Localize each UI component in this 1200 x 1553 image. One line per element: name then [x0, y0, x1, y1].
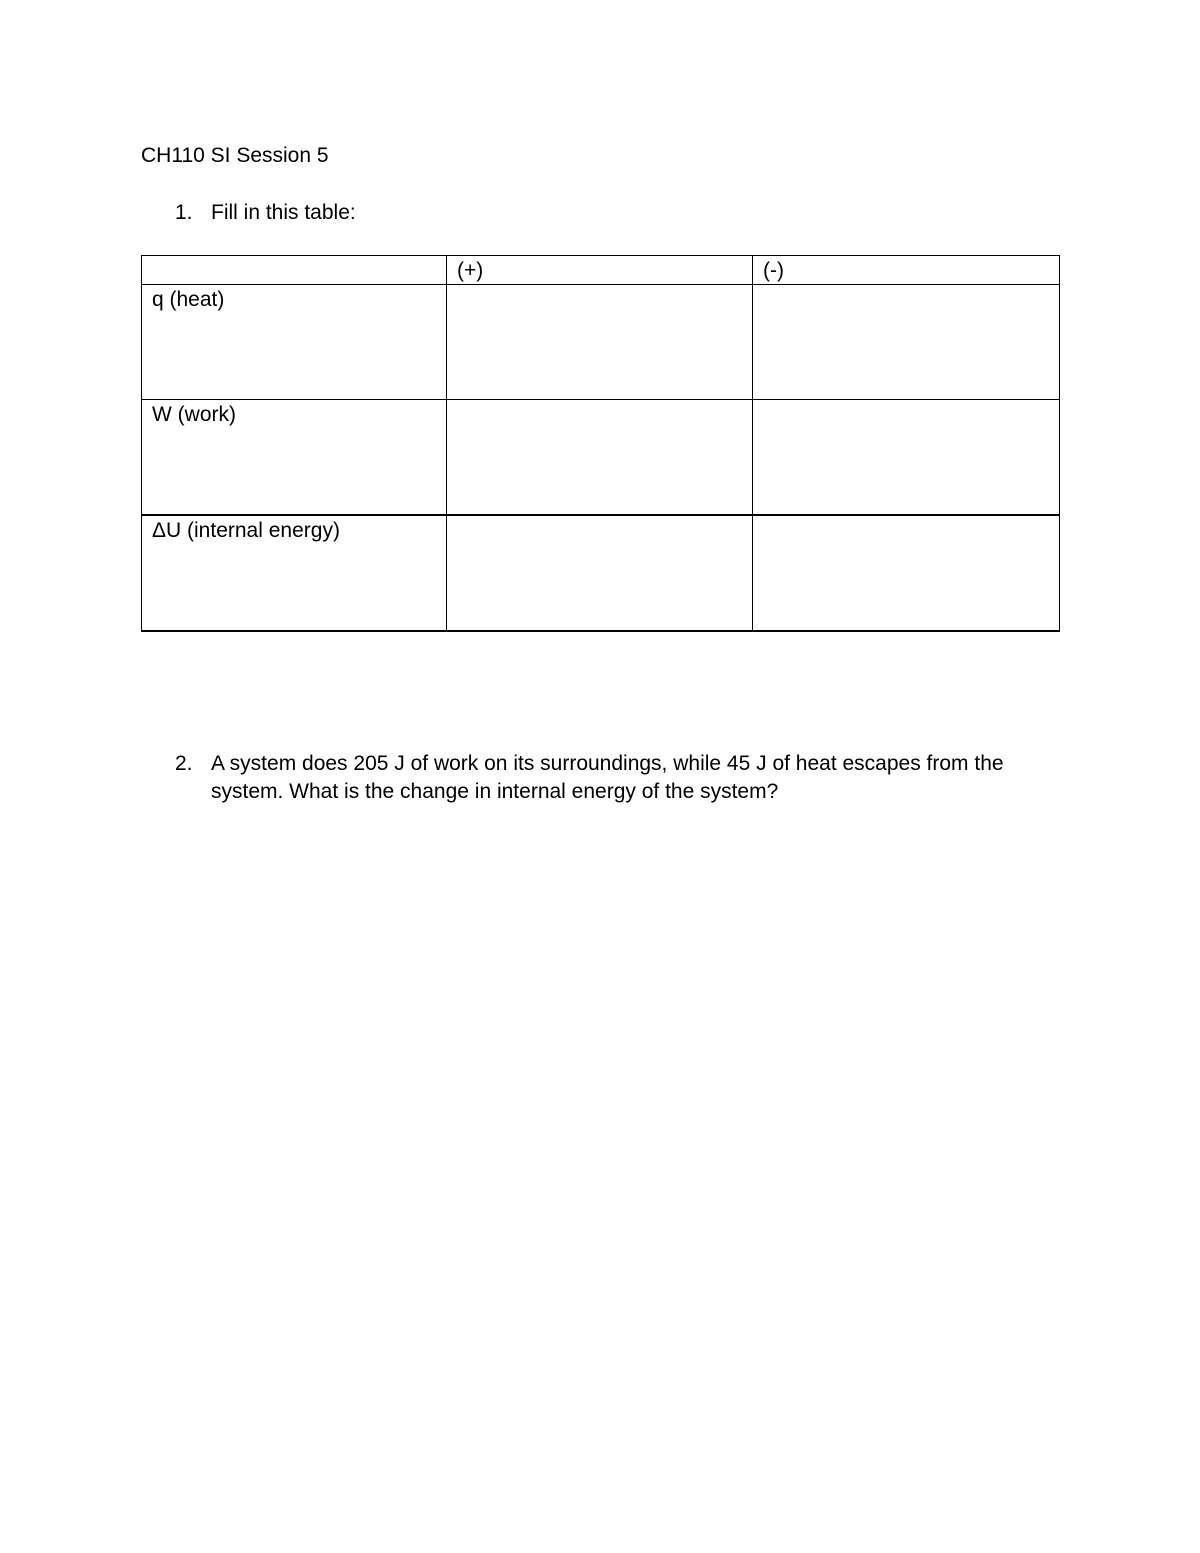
table-cell[interactable]: [753, 515, 1060, 631]
table-header-cell: [142, 256, 447, 285]
table-header-cell: (+): [447, 256, 753, 285]
table-header-cell: (-): [753, 256, 1060, 285]
row-label: W (work): [142, 400, 447, 516]
question-2: [141, 750, 1031, 810]
table-cell[interactable]: [753, 285, 1060, 400]
question-1: [141, 199, 1021, 229]
table-cell[interactable]: [447, 400, 753, 516]
question-text: A system does 205 J of work on its surroundings, while 45 J of heat escapes from the system. What is the change in internal energy of the system?: [211, 752, 1004, 803]
table-row: [142, 515, 1060, 631]
question-number: 2.: [175, 752, 193, 775]
question-text: Fill in this table:: [211, 201, 356, 224]
table-cell[interactable]: [447, 515, 753, 631]
row-label: q (heat): [142, 285, 447, 400]
row-label: ΔU (internal energy): [142, 515, 447, 631]
table-cell[interactable]: [753, 400, 1060, 516]
question-number: 1.: [175, 201, 193, 224]
table-header-row: [142, 256, 1060, 285]
table-cell[interactable]: [447, 285, 753, 400]
table-row: [142, 400, 1060, 516]
sign-convention-table: [141, 255, 1060, 632]
table-row: [142, 285, 1060, 400]
page-title: CH110 SI Session 5: [141, 144, 329, 167]
